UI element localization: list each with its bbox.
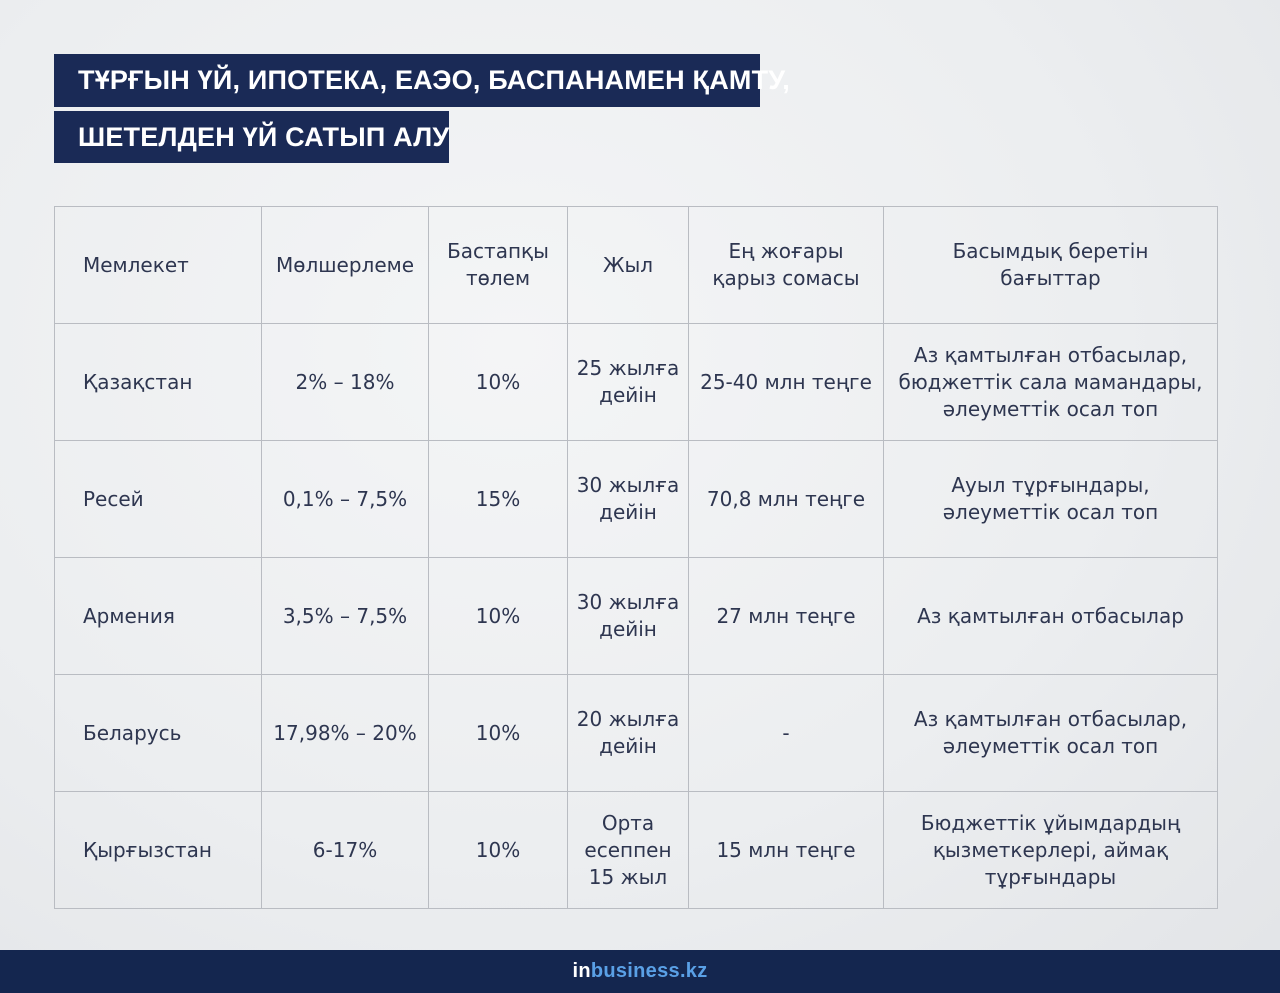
column-header-priority: Басымдық беретін бағыттар — [884, 207, 1218, 324]
cell-term: 25 жылға дейін — [568, 324, 689, 441]
cell-max-loan: 25-40 млн теңге — [689, 324, 884, 441]
cell-country: Беларусь — [55, 675, 262, 792]
cell-down-payment: 10% — [429, 675, 568, 792]
cell-priority: Аз қамтылған отбасылар, бюджеттік сала мамандары, әлеуметтік осал топ — [884, 324, 1218, 441]
cell-max-loan: - — [689, 675, 884, 792]
cell-country: Ресей — [55, 441, 262, 558]
cell-rate: 17,98% – 20% — [262, 675, 429, 792]
table-row — [55, 792, 1218, 909]
column-header-max-loan: Ең жоғары қарыз сомасы — [689, 207, 884, 324]
cell-country: Қазақстан — [55, 324, 262, 441]
title-line-2: ШЕТЕЛДЕН ҮЙ САТЫП АЛУ — [54, 111, 449, 163]
inbusiness-logo — [572, 960, 707, 983]
cell-priority: Ауыл тұрғындары, әлеуметтік осал топ — [884, 441, 1218, 558]
cell-rate: 3,5% – 7,5% — [262, 558, 429, 675]
cell-max-loan: 15 млн теңге — [689, 792, 884, 909]
cell-country: Армения — [55, 558, 262, 675]
cell-rate: 2% – 18% — [262, 324, 429, 441]
cell-down-payment: 15% — [429, 441, 568, 558]
cell-term: 30 жылға дейін — [568, 558, 689, 675]
cell-max-loan: 27 млн теңге — [689, 558, 884, 675]
column-header-country: Мемлекет — [55, 207, 262, 324]
mortgage-comparison-table — [54, 206, 1218, 909]
cell-rate: 6-17% — [262, 792, 429, 909]
cell-priority: Аз қамтылған отбасылар — [884, 558, 1218, 675]
title-line-1: ТҰРҒЫН ҮЙ, ИПОТЕКА, ЕАЭО, БАСПАНАМЕН ҚАМТУ, — [54, 54, 760, 107]
cell-down-payment: 10% — [429, 792, 568, 909]
table-row — [55, 558, 1218, 675]
cell-term: 30 жылға дейін — [568, 441, 689, 558]
table-row — [55, 324, 1218, 441]
cell-max-loan: 70,8 млн теңге — [689, 441, 884, 558]
cell-term: 20 жылға дейін — [568, 675, 689, 792]
cell-country: Қырғызстан — [55, 792, 262, 909]
footer-bar — [0, 950, 1280, 993]
cell-priority: Бюджеттік ұйымдардың қызметкерлері, аймақ тұрғындары — [884, 792, 1218, 909]
cell-term: Орта есеппен 15 жыл — [568, 792, 689, 909]
column-header-rate: Мөлшерлеме — [262, 207, 429, 324]
table-row — [55, 675, 1218, 792]
column-header-down-payment: Бастапқы төлем — [429, 207, 568, 324]
cell-priority: Аз қамтылған отбасылар, әлеуметтік осал топ — [884, 675, 1218, 792]
cell-down-payment: 10% — [429, 324, 568, 441]
cell-rate: 0,1% – 7,5% — [262, 441, 429, 558]
column-header-term: Жыл — [568, 207, 689, 324]
logo-prefix: in — [572, 960, 591, 982]
table-row — [55, 441, 1218, 558]
logo-suffix: business.kz — [590, 960, 708, 982]
header-row — [55, 207, 1218, 324]
cell-down-payment: 10% — [429, 558, 568, 675]
